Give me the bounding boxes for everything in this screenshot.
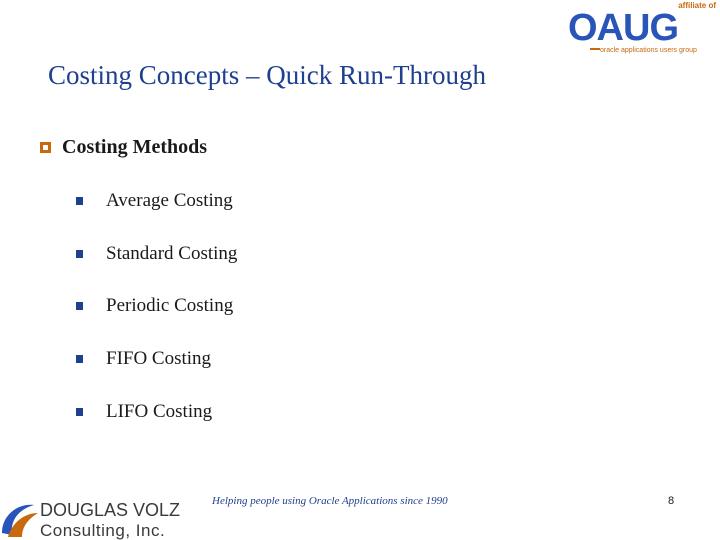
- bullet-costing-methods: [40, 136, 207, 159]
- list-item-text: LIFO Costing: [106, 401, 213, 422]
- square-bullet-icon: [76, 355, 83, 363]
- oaug-tagline-text: oracle applications users group: [600, 47, 697, 54]
- oaug-name-text: OAUG: [568, 7, 678, 49]
- douglas-volz-logo: [0, 495, 190, 540]
- list-item-text: Average Costing: [106, 190, 233, 211]
- list-item: [72, 294, 233, 318]
- list-item-text: Periodic Costing: [106, 295, 234, 316]
- square-bullet-icon: [76, 250, 83, 258]
- square-bullet-icon: [76, 197, 83, 205]
- list-item: [72, 347, 211, 371]
- bullet-text: Costing Methods: [62, 136, 208, 158]
- square-bullet-icon: [76, 302, 83, 310]
- dv-line1-text: DOUGLAS VOLZ: [40, 500, 181, 520]
- list-item: [72, 189, 233, 213]
- list-item: [72, 242, 237, 266]
- slide-title: Costing Concepts – Quick Run-Through: [48, 60, 486, 90]
- swoosh-icon: [2, 505, 38, 537]
- page-number: 8: [668, 495, 675, 507]
- oaug-logo: [560, 0, 720, 58]
- dv-line2-text: Consulting, Inc.: [40, 521, 166, 540]
- list-item-text: Standard Costing: [106, 243, 238, 264]
- oaug-affiliate-text: affiliate of: [678, 1, 716, 10]
- list-item: [72, 400, 212, 424]
- footer-tagline: Helping people using Oracle Applications since 1990: [212, 495, 448, 507]
- square-bullet-icon: [76, 408, 83, 416]
- list-item-text: FIFO Costing: [106, 348, 212, 369]
- hollow-square-bullet-icon: [40, 142, 51, 153]
